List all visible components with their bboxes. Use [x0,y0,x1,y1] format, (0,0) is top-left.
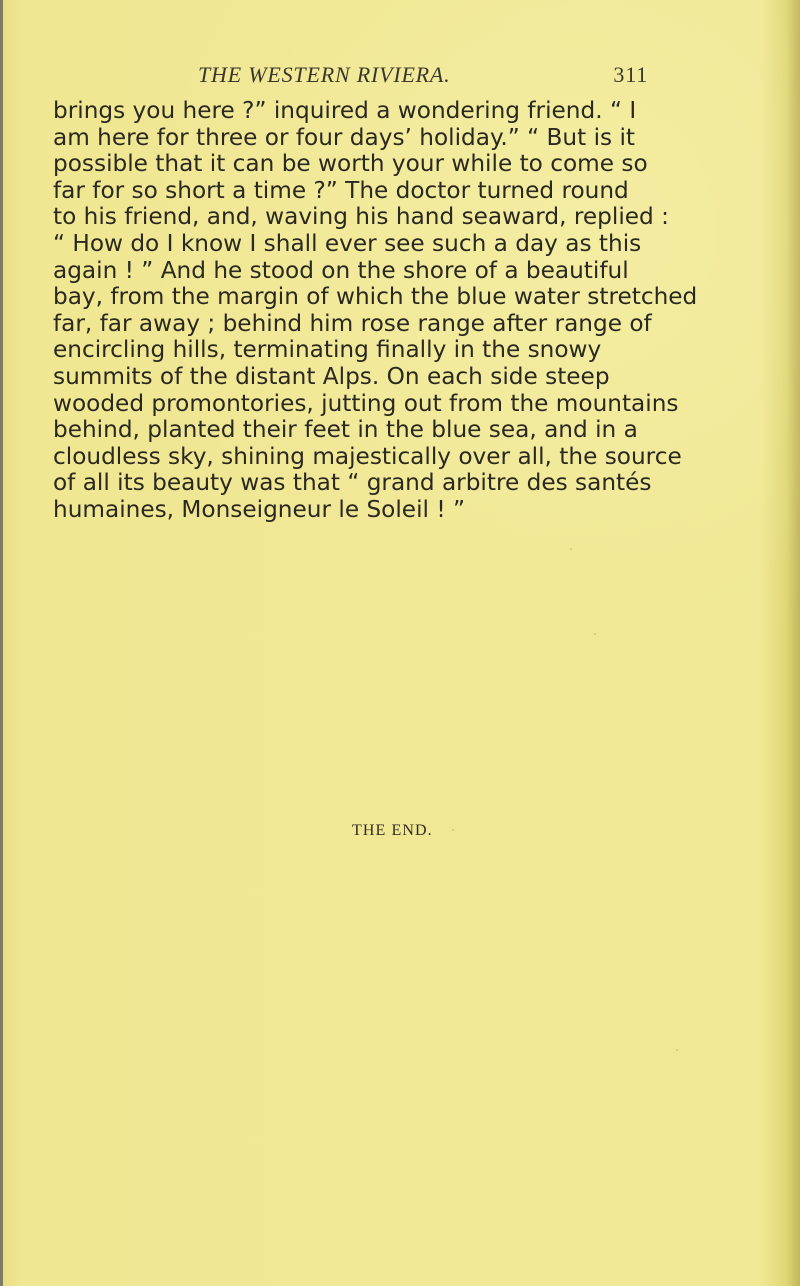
text-line: far for so short a time ?” The doctor turned round [53,176,629,204]
text-line: brings you here ?” inquired a wondering friend. “ I [53,97,637,124]
text-line: wooded promontories, jutting out from the mountains [53,389,679,417]
text-line: “ How do I know I shall ever see such a day as this [53,229,642,257]
page-number: 311 [613,62,648,87]
end-mark: THE END. [352,822,433,839]
text-line: summits of the distant Alps. On each side steep [53,362,610,390]
text-line: behind, planted their feet in the blue sea, and in a [53,416,638,444]
text-line: am here for three or four days’ holiday.” “ But is it [53,123,636,151]
body-text [53,98,743,524]
running-head [198,62,648,90]
text-line: far, far away ; behind him rose range after range of [53,309,652,337]
paper-speck [452,829,454,831]
text-line: bay, from the margin of which the blue water stretched [53,283,698,311]
text-line: possible that it can be worth your while to come so [53,150,648,178]
text-line: again ! ” And he stood on the shore of a beautiful [53,256,629,284]
paper-speck [570,548,572,550]
page-shadow-edge [786,0,800,1286]
text-line: encircling hills, terminating finally in the snowy [53,336,602,364]
running-title: THE WESTERN RIVIERA. [198,62,451,87]
paper-speck [676,1049,678,1051]
text-line: of all its beauty was that “ grand arbitre des santés [53,469,652,497]
text-line: cloudless sky, shining majestically over all, the source [53,442,682,470]
text-line: to his friend, and, waving his hand seaward, replied : [53,203,669,231]
page-binding-edge [0,0,3,1286]
text-line: humaines, Monseigneur le Soleil ! ” [53,495,465,523]
paper-speck [594,633,596,635]
